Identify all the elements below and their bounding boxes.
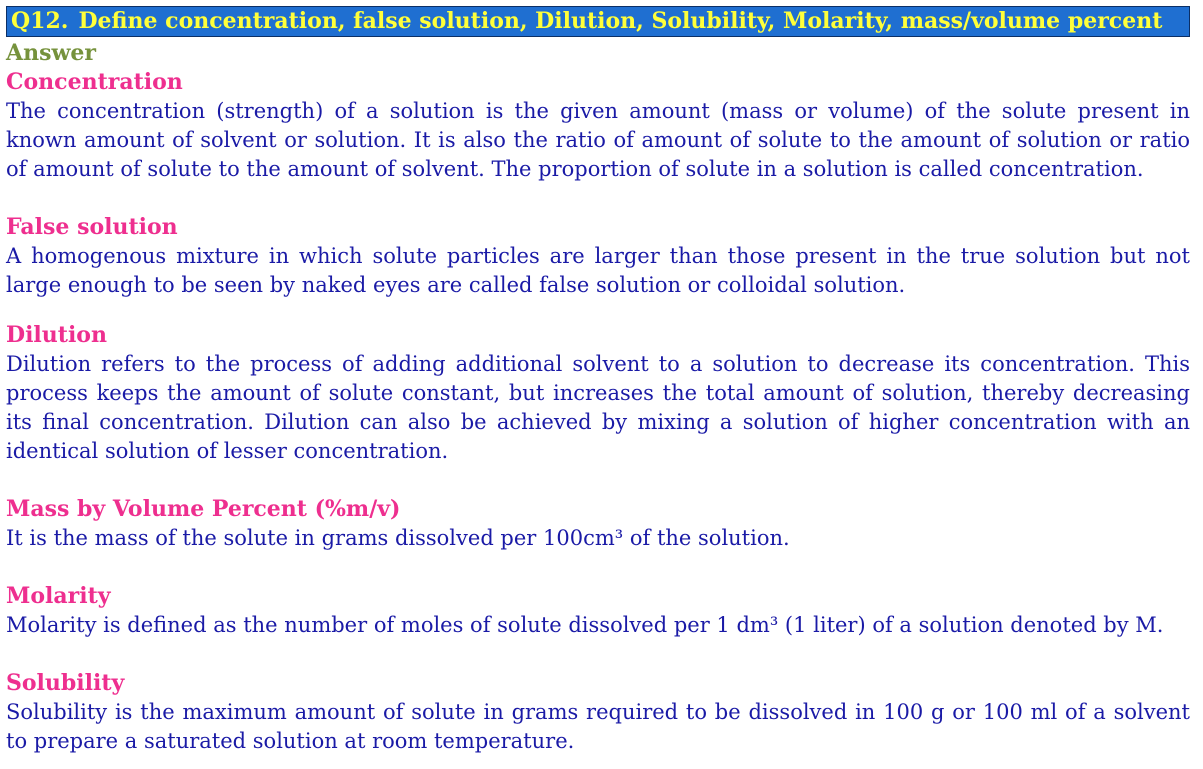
section-heading: Concentration [6, 69, 183, 95]
document-page [6, 6, 1190, 756]
section-body: Solubility is the maximum amount of solute in grams required to be dissolved in 100 g or 100 ml of a solvent to prepare a saturated solution at room temperature. [6, 700, 1190, 753]
section-solubility [6, 669, 1190, 756]
section-body: It is the mass of the solute in grams dissolved per 100cm³ of the solution. [6, 526, 790, 550]
section-body: Molarity is defined as the number of moles of solute dissolved per 1 dm³ (1 liter) of a solution denoted by M. [6, 613, 1164, 637]
section-concentration [6, 68, 1190, 184]
section-heading: Molarity [6, 583, 111, 609]
question-title: Define concentration, false solution, Dilution, Solubility, Molarity, mass/volume percent [78, 8, 1163, 34]
section-heading: Mass by Volume Percent (%m/v) [6, 496, 401, 522]
section-body: A homogenous mixture in which solute particles are larger than those present in the true solution but not large enough to be seen by naked eyes are called false solution or colloidal solution. [6, 244, 1190, 297]
section-heading: Dilution [6, 322, 107, 348]
answer-label: Answer [6, 40, 96, 66]
section-molarity [6, 582, 1190, 640]
section-body: The concentration (strength) of a solution is the given amount (mass or volume) of the solute present in known amount of solvent or solution. It is also the ratio of amount of solute to the amount of solution or ratio of amount of solute to the amount of solvent. The proportion of solute in a solution is called concentration. [6, 99, 1190, 181]
section-heading: Solubility [6, 670, 125, 696]
section-false-solution [6, 213, 1190, 300]
section-mass-by-volume [6, 495, 1190, 553]
section-body: Dilution refers to the process of adding additional solvent to a solution to decrease its concentration. This process keeps the amount of solute constant, but increases the total amount of solution, thereby decreasing its final concentration. Dilution can also be achieved by mixing a solution of higher concentration with an identical solution of lesser concentration. [6, 352, 1190, 463]
section-dilution [6, 321, 1190, 466]
question-number: Q12. [11, 8, 69, 34]
question-bar [6, 6, 1190, 37]
section-heading: False solution [6, 214, 178, 240]
